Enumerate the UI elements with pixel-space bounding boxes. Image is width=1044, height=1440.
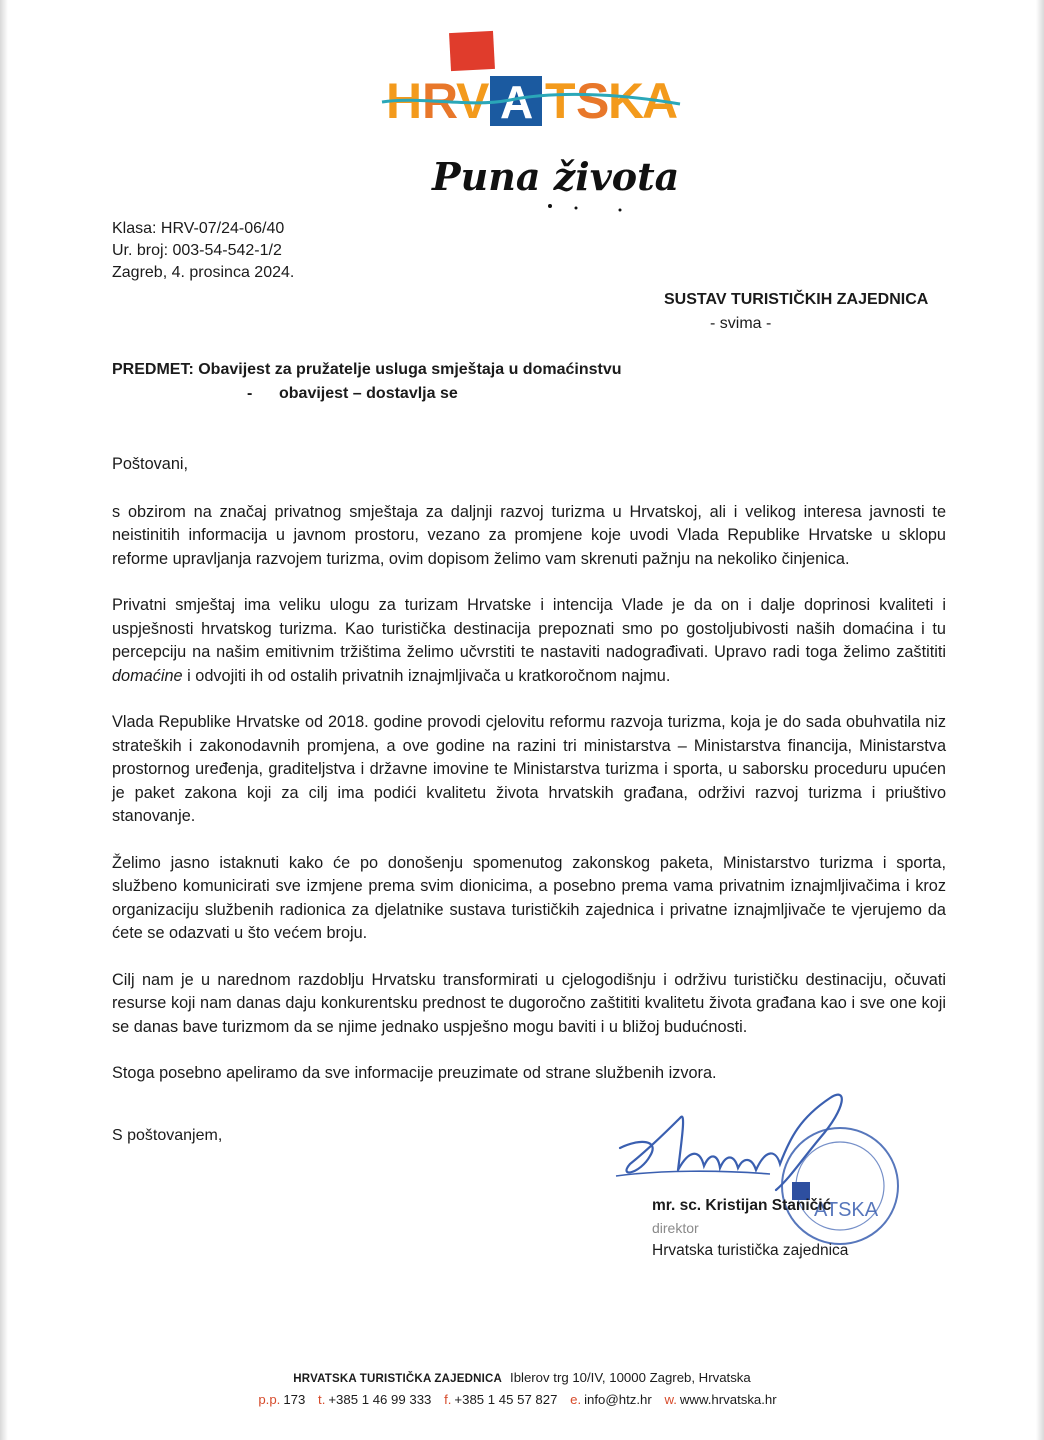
- footer-address-line: [0, 1370, 1044, 1385]
- footer-address: Iblerov trg 10/IV, 10000 Zagreb, Hrvatska: [510, 1370, 751, 1385]
- signature-block: [600, 1078, 910, 1268]
- footer-web-label: w.: [664, 1392, 677, 1407]
- signatory-name: mr. sc. Kristijan Staničić: [652, 1197, 832, 1214]
- page-shadow-right: [1036, 0, 1044, 1440]
- paragraph-4: Želimo jasno istaknuti kako će po donošenju spomenutog zakonskog paketa, Ministarstvo turizma i sporta, službeno komunicirati sve izmjene prema svim dionicima, a posebno prema vama privatnim iznajmljivačima i kroz organizaciju službenih radionica za djelatnike sustava turističkih zajednica i privatne iznajmljivače te vjerujemo da ćete se odazvati u što većem broju.: [112, 853, 946, 942]
- handwritten-signature: [620, 1095, 842, 1190]
- logo-letter-a: A: [500, 76, 534, 128]
- recipient-sub: - svima -: [710, 315, 772, 332]
- signature-and-stamp: [600, 1078, 910, 1268]
- footer-contact-line: [0, 1392, 1044, 1407]
- klasa: Klasa: HRV-07/24-06/40: [112, 220, 285, 237]
- svg-text:R: R: [422, 73, 459, 129]
- greeting: Poštovani,: [112, 455, 189, 473]
- paragraph-5: Cilj nam je u narednom razdoblju Hrvatsku transformirati u cjelogodišnju i održivu turističku destinaciju, očuvati resurse koji nam danas daju konkurentsku prednost te dugoročno zaštititi kvalitetu života građana kao i sve one koji se danas bave turizmom da se njime jednako uspješno mogu baviti i u bližoj budućnosti.: [112, 970, 946, 1036]
- logo-slogan-graphic: Puna života: [432, 154, 680, 199]
- letter-body: [112, 453, 946, 1109]
- svg-text:H: H: [386, 73, 423, 129]
- footer-web[interactable]: www.hrvatska.hr: [679, 1392, 777, 1407]
- recipient-name: SUSTAV TURISTIČKIH ZAJEDNICA: [664, 291, 929, 308]
- footer-pp: 173: [283, 1392, 306, 1407]
- signatory-title: direktor: [652, 1220, 699, 1236]
- document-reference: [112, 218, 294, 284]
- footer-phone-label: t.: [318, 1392, 326, 1407]
- svg-text:V: V: [456, 73, 490, 129]
- footer-fax: +385 1 45 57 827: [454, 1392, 558, 1407]
- footer-phone: +385 1 46 99 333: [328, 1392, 432, 1407]
- paragraph-1: s obzirom na značaj privatnog smještaja za daljnji razvoj turizma u Hrvatskoj, ali i velikog interesa javnosti te neistinitih informacija u javnom prostoru, vezano za promjene koje uvodi Vlada Republike Hrvatske u sklopu reforme upravljanja razvojem turizma, ovim dopisom želimo vam skrenuti pažnju na nekoliko činjenica.: [112, 502, 946, 568]
- footer-email-label: e.: [570, 1392, 582, 1407]
- subject-line2: obavijest – dostavlja se: [279, 385, 458, 402]
- subject-label: PREDMET:: [112, 361, 194, 378]
- page-shadow-left: [0, 0, 8, 1440]
- footer-fax-label: f.: [444, 1392, 452, 1407]
- paragraph-2-text: Privatni smještaj ima veliku ulogu za turizam Hrvatske i intencija Vlade je da on i dalje doprinosi kvaliteti i uspješnosti hrvatskog turizma. Kao turistička destinacija prepoznati smo po gostoljubivosti naših domaćina i tu percepciju na našim emitivnim tržištima želimo učvrstiti te nastaviti nadograđivati. Upravo radi toga želimo zaštititi: [112, 596, 946, 661]
- paragraph-2: [112, 594, 946, 688]
- paragraph-2-italic: domaćine: [112, 666, 183, 685]
- svg-text:T: T: [545, 73, 576, 129]
- signatory-organization: Hrvatska turistička zajednica: [652, 1242, 849, 1259]
- subject-line1: Obavijest za pružatelje usluga smještaja u domaćinstvu: [198, 361, 622, 378]
- place-date: Zagreb, 4. prosinca 2024.: [112, 264, 295, 281]
- footer-email[interactable]: info@htz.hr: [584, 1392, 652, 1407]
- footer-pp-label: p.p.: [258, 1392, 281, 1407]
- subject-dash: -: [247, 385, 253, 402]
- logo-red-square: [449, 31, 495, 71]
- stamp-word: ATSKA: [814, 1199, 879, 1221]
- footer-org: HRVATSKA TURISTIČKA ZAJEDNICA: [293, 1373, 503, 1385]
- logo-graphic: [380, 30, 700, 220]
- paragraph-6: Stoga posebno apeliramo da sve informacije preuzimate od strane službenih izvora.: [112, 1064, 717, 1082]
- svg-text:A: A: [642, 73, 679, 129]
- svg-text:S: S: [576, 73, 610, 129]
- subject-block: [112, 358, 621, 406]
- recipient-block: [664, 288, 928, 336]
- svg-text:K: K: [608, 73, 645, 129]
- ur-broj: Ur. broj: 003-54-542-1/2: [112, 242, 282, 259]
- hrvatska-logo: [380, 30, 700, 220]
- paragraph-2-end: i odvojiti ih od ostalih privatnih iznajmljivača u kratkoročnom najmu.: [182, 666, 671, 685]
- closing: S poštovanjem,: [112, 1127, 223, 1144]
- paragraph-3: Vlada Republike Hrvatske od 2018. godine provodi cjelovitu reformu razvoja turizma, koja je do sada obuhvatila niz strateških i zakonodavnih promjena, a ove godine na razini tri ministarstva – Ministarstva financija, Ministarstva prostornog uređenja, graditeljstva i državne imovine te Ministarstva turizma i sporta, u saborsku proceduru upućen je paket zakona koji za cilj ima podići kvalitetu života hrvatskih građana, održivi razvoj turizma i priuštivo stanovanje.: [112, 713, 946, 825]
